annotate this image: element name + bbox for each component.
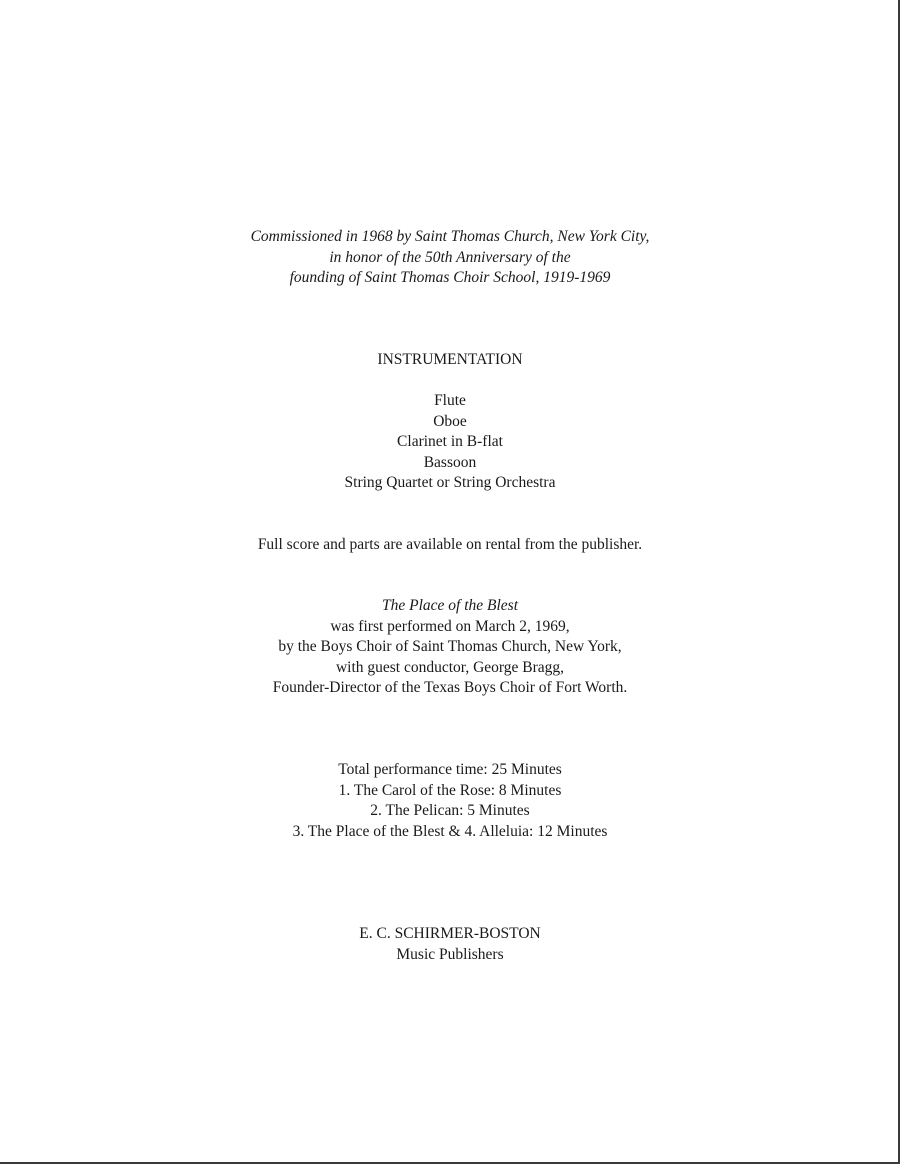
- movement-timing: 2. The Pelican: 5 Minutes: [370, 802, 530, 819]
- instrument-item: Oboe: [433, 412, 467, 430]
- total-performance-time: Total performance time: 25 Minutes: [338, 761, 562, 778]
- commission-statement: [0, 227, 900, 289]
- instrumentation-section: [0, 350, 900, 371]
- movement-timing: 1. The Carol of the Rose: 8 Minutes: [338, 781, 562, 799]
- instrument-list: [0, 391, 900, 494]
- commission-line: Commissioned in 1968 by Saint Thomas Church, New York City,: [250, 228, 650, 245]
- rental-note-text: Full score and parts are available on rental from the publisher.: [257, 536, 643, 553]
- performance-timings: [0, 760, 900, 842]
- instrument-item: Bassoon: [423, 453, 477, 471]
- instrument-item: Flute: [434, 392, 466, 409]
- publisher-subtitle: Music Publishers: [396, 945, 504, 963]
- rental-note: [0, 535, 900, 556]
- commission-line: founding of Saint Thomas Choir School, 1919-1969: [289, 269, 611, 286]
- premiere-line: Founder-Director of the Texas Boys Choir of Fort Worth.: [272, 679, 628, 696]
- premiere-line: by the Boys Choir of Saint Thomas Church, New York,: [278, 638, 622, 655]
- premiere-work-title: The Place of the Blest: [381, 597, 519, 614]
- instrument-item: String Quartet or String Orchestra: [344, 474, 556, 491]
- commission-line: in honor of the 50th Anniversary of the: [329, 248, 571, 266]
- publisher-imprint: [0, 924, 900, 965]
- publisher-name: E. C. SCHIRMER-BOSTON: [359, 925, 541, 942]
- instrumentation-heading: INSTRUMENTATION: [377, 351, 523, 368]
- premiere-line: was first performed on March 2, 1969,: [330, 617, 570, 635]
- instrument-item: Clarinet in B-flat: [397, 433, 503, 450]
- movement-timing: 3. The Place of the Blest & 4. Alleluia: 12 Minutes: [292, 822, 608, 840]
- premiere-line: with guest conductor, George Bragg,: [335, 658, 565, 676]
- premiere-note: [0, 596, 900, 699]
